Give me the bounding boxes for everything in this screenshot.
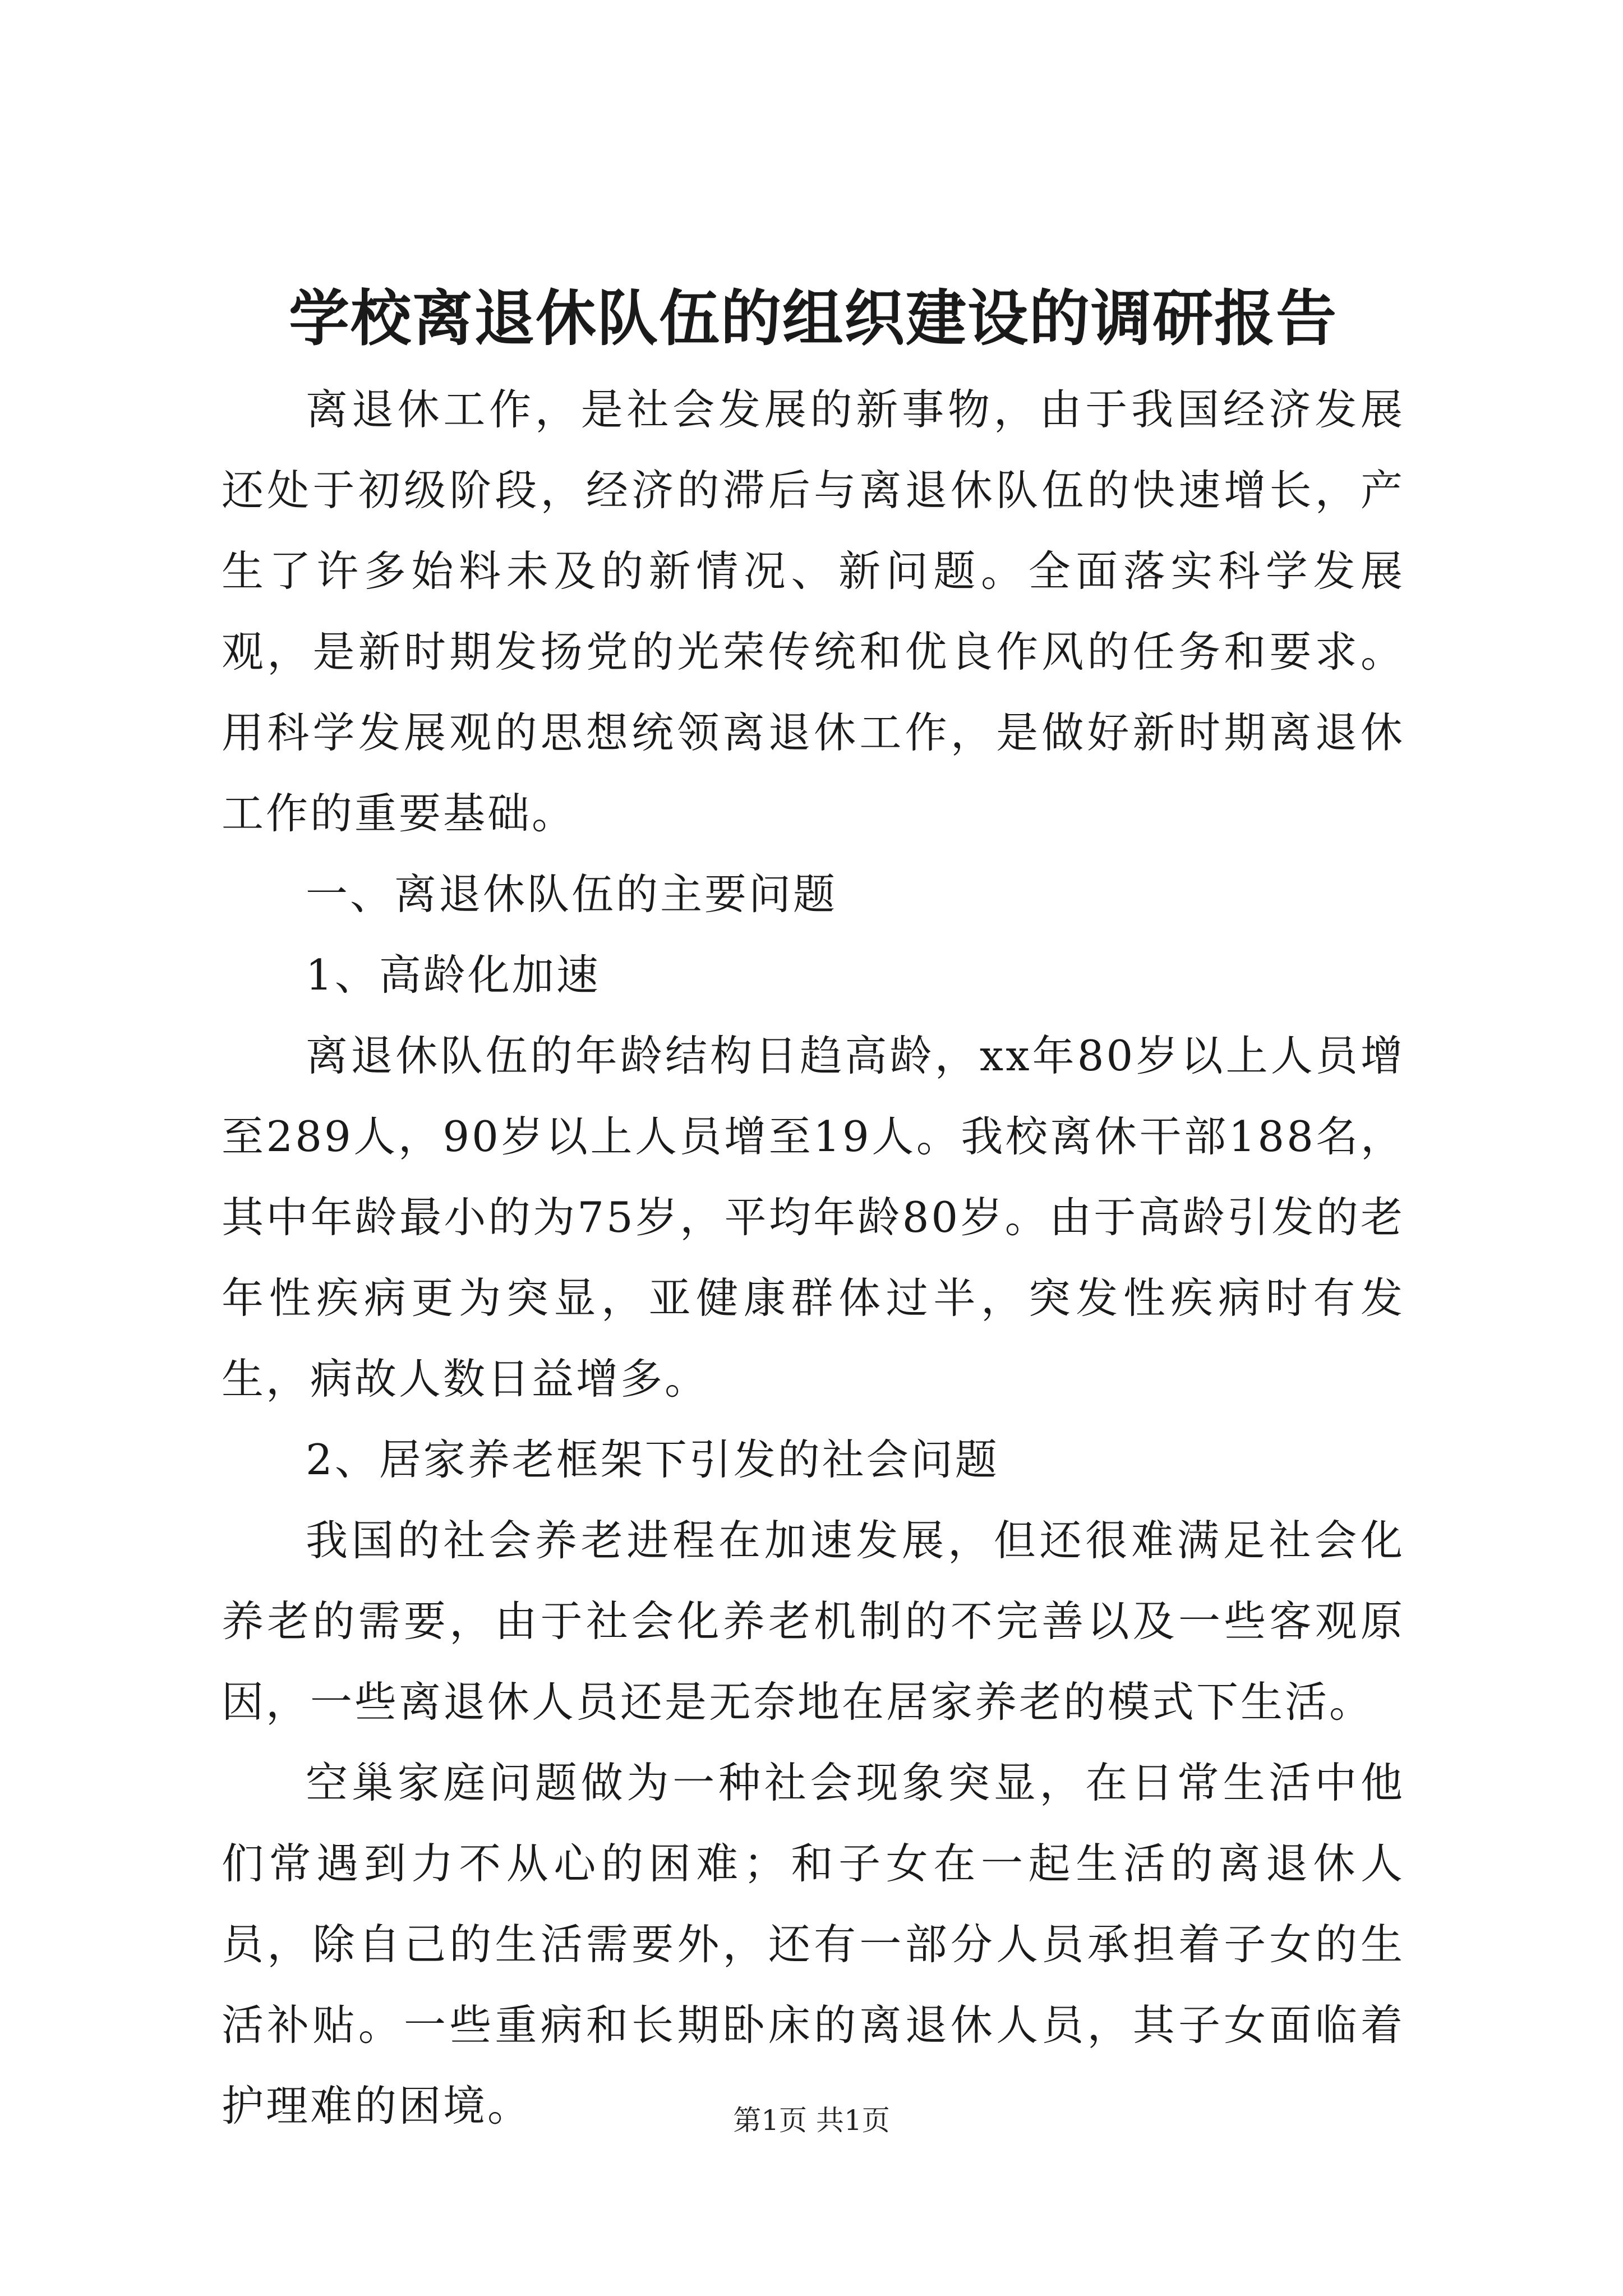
paragraph-intro: 离退休工作，是社会发展的新事物，由于我国经济发展还处于初级阶段，经济的滞后与离退休队伍的快速增长，产生了许多始料未及的新情况、新问题。全面落实科学发展观，是新时期发扬党的光荣传统和优良作风的任务和要求。用科学发展观的思想统领离退休工作，是做好新时期离退休工作的重要基础。 <box>222 385 1405 838</box>
paragraph-aging: 离退休队伍的年龄结构日趋高龄，xx年80岁以上人员增至289人，90岁以上人员增至19人。我校离休干部188名，其中年龄最小的为75岁，平均年龄80岁。由于高龄引发的老年性疾病更为突显，亚健康群体过半，突发性疾病时有发生，病故人数日益增多。 <box>222 1031 1405 1404</box>
section-heading-main-problems: 一、离退休队伍的主要问题 <box>306 869 838 919</box>
page-footer: 第1页 共1页 <box>733 2104 890 2137</box>
document-body <box>222 269 1405 2146</box>
paragraph-home-care: 我国的社会养老进程在加速发展，但还很难满足社会化养老的需要，由于社会化养老机制的不完善以及一些客观原因，一些离退休人员还是无奈地在居家养老的模式下生活。 <box>222 1516 1405 1727</box>
subheading-aging: 1、高龄化加速 <box>306 950 601 1000</box>
paragraph-empty-nest: 空巢家庭问题做为一种社会现象突显，在日常生活中他们常遇到力不从心的困难；和子女在一起生活的离退休人员，除自己的生活需要外，还有一部分人员承担着子女的生活补贴。一些重病和长期卧床的离退休人员，其子女面临着护理难的困境。 <box>222 1758 1405 2131</box>
subheading-home-care: 2、居家养老框架下引发的社会问题 <box>306 1435 999 1484</box>
document-title: 学校离退休队伍的组织建设的调研报告 <box>288 284 1338 354</box>
